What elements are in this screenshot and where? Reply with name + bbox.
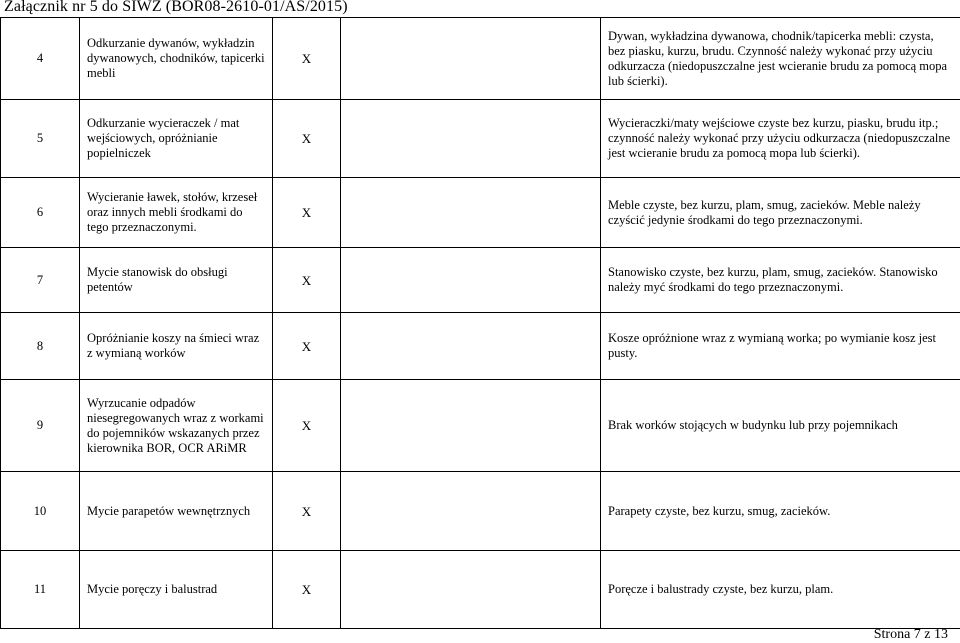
empty-cell xyxy=(341,178,601,248)
activity-cell: Mycie stanowisk do obsługi petentów xyxy=(80,248,273,313)
frequency-mark: X xyxy=(273,313,341,380)
empty-cell xyxy=(341,313,601,380)
row-number: 11 xyxy=(1,551,80,629)
table-row xyxy=(1,472,960,551)
table-row xyxy=(1,18,960,100)
frequency-mark: X xyxy=(273,100,341,178)
frequency-mark: X xyxy=(273,18,341,100)
row-number: 4 xyxy=(1,18,80,100)
table-row xyxy=(1,100,960,178)
empty-cell xyxy=(341,380,601,472)
row-number: 5 xyxy=(1,100,80,178)
table-row xyxy=(1,380,960,472)
activity-cell: Wycieranie ławek, stołów, krzeseł oraz innych mebli środkami do tego przeznaczonymi. xyxy=(80,178,273,248)
empty-cell xyxy=(341,18,601,100)
activity-cell: Mycie parapetów wewnętrznych xyxy=(80,472,273,551)
activity-cell: Mycie poręczy i balustrad xyxy=(80,551,273,629)
activity-cell: Wyrzucanie odpadów niesegregowanych wraz z workami do pojemników wskazanych przez kierownika BOR, OCR ARiMR xyxy=(80,380,273,472)
result-cell: Dywan, wykładzina dywanowa, chodnik/tapicerka mebli: czysta, bez piasku, kurzu, brudu. Czynność należy wykonać przy użyciu odkurzacza (niedopuszczalne jest wcieranie brudu za pomocą mopa lub ścierki). xyxy=(601,18,960,100)
table-row xyxy=(1,178,960,248)
result-cell: Poręcze i balustrady czyste, bez kurzu, plam. xyxy=(601,551,960,629)
empty-cell xyxy=(341,248,601,313)
page-number: Strona 7 z 13 xyxy=(873,627,948,642)
result-cell: Stanowisko czyste, bez kurzu, plam, smug, zacieków. Stanowisko należy myć środkami do tego przeznaczonymi. xyxy=(601,248,960,313)
result-cell: Brak worków stojących w budynku lub przy pojemnikach xyxy=(601,380,960,472)
table-row xyxy=(1,313,960,380)
row-number: 6 xyxy=(1,178,80,248)
frequency-mark: X xyxy=(273,551,341,629)
row-number: 9 xyxy=(1,380,80,472)
row-number: 7 xyxy=(1,248,80,313)
result-cell: Meble czyste, bez kurzu, plam, smug, zacieków. Meble należy czyścić jedynie środkami do tego przeznaczonymi. xyxy=(601,178,960,248)
result-cell: Kosze opróżnione wraz z wymianą worka; po wymianie kosz jest pusty. xyxy=(601,313,960,380)
cleaning-scope-table xyxy=(0,17,960,629)
empty-cell xyxy=(341,472,601,551)
table-row xyxy=(1,248,960,313)
result-cell: Wycieraczki/maty wejściowe czyste bez kurzu, piasku, brudu itp.; czynność należy wykonać przy użyciu odkurzacza (niedopuszczalne jest wcieranie brudu za pomocą mopa lub ścierki). xyxy=(601,100,960,178)
frequency-mark: X xyxy=(273,380,341,472)
empty-cell xyxy=(341,551,601,629)
frequency-mark: X xyxy=(273,248,341,313)
frequency-mark: X xyxy=(273,472,341,551)
activity-cell: Odkurzanie dywanów, wykładzin dywanowych, chodników, tapicerki mebli xyxy=(80,18,273,100)
row-number: 8 xyxy=(1,313,80,380)
frequency-mark: X xyxy=(273,178,341,248)
row-number: 10 xyxy=(1,472,80,551)
document-header-title: Załącznik nr 5 do SIWZ (BOR08-2610-01/AS/2015) xyxy=(4,0,348,15)
empty-cell xyxy=(341,100,601,178)
table-row xyxy=(1,551,960,629)
activity-cell: Odkurzanie wycieraczek / mat wejściowych, opróżnianie popielniczek xyxy=(80,100,273,178)
activity-cell: Opróżnianie koszy na śmieci wraz z wymianą worków xyxy=(80,313,273,380)
result-cell: Parapety czyste, bez kurzu, smug, zacieków. xyxy=(601,472,960,551)
